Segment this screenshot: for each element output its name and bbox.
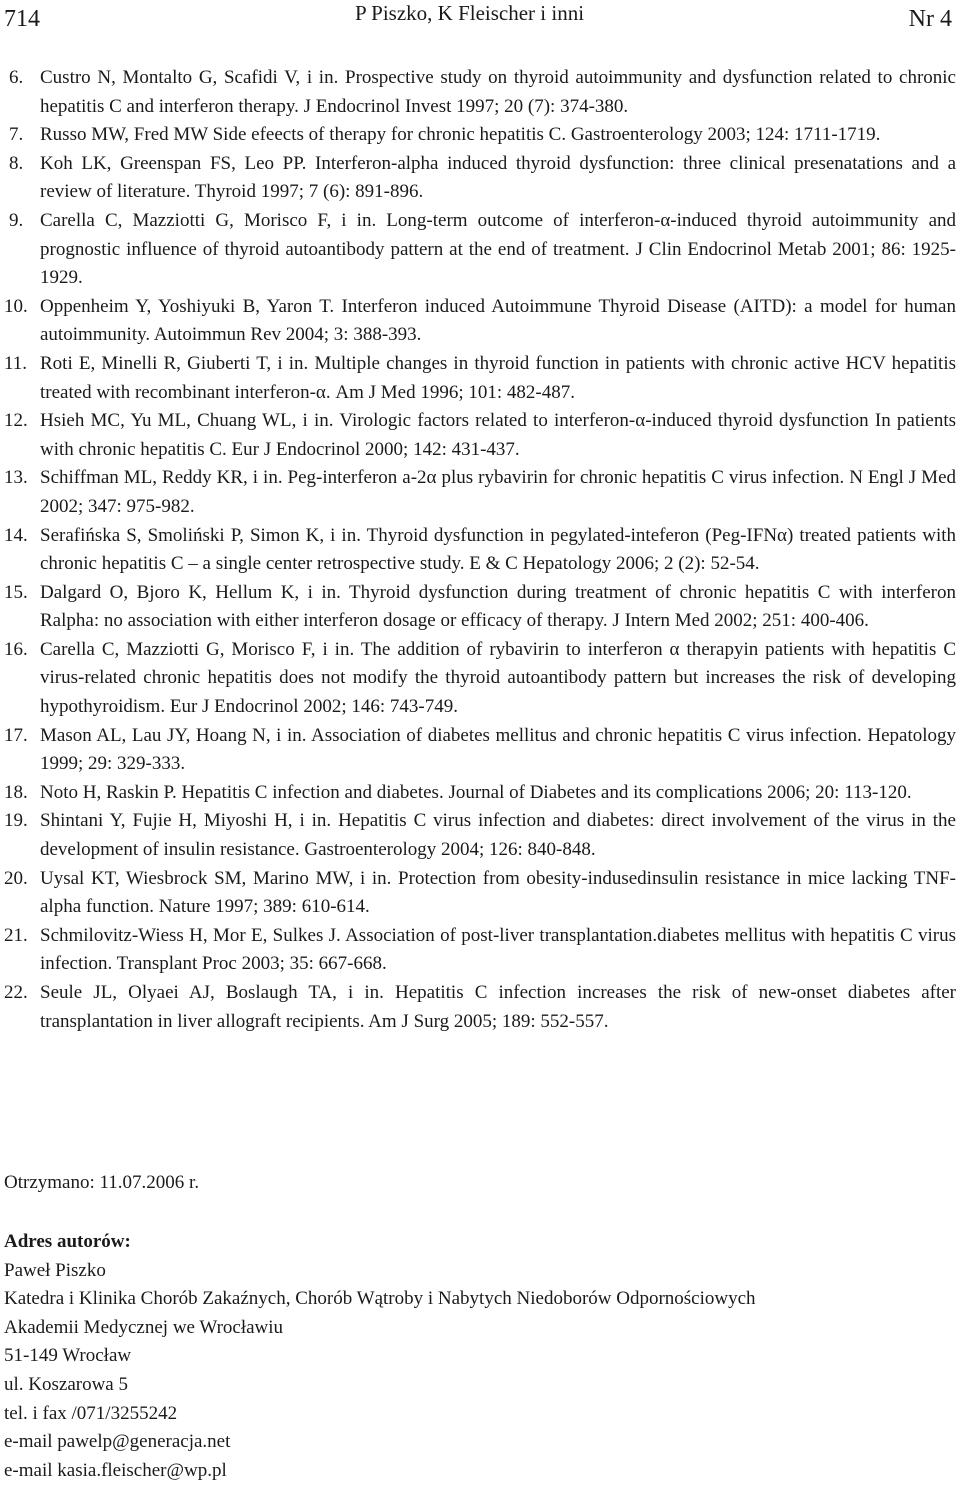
address-street: ul. Koszarowa 5 bbox=[4, 1373, 128, 1395]
reference-item bbox=[0, 979, 960, 1036]
reference-text: Seule JL, Olyaei AJ, Boslaugh TA, i in. Hepatitis C infection increases the risk of new-onset diabetes after transplantation in liver allograft recipients. Am J Surg 2005; 189: 552-557. bbox=[40, 982, 956, 1032]
reference-text: Dalgard O, Bjoro K, Hellum K, i in. Thyroid dysfunction during treatment of chronic hepatitis C with interferon Ralpha: no association with either interferon dosage or efficacy of therapy. J Intern Med 2002; 251: 400-406. bbox=[40, 581, 956, 632]
reference-text: Russo MW, Fred MW Side efeects of therapy for chronic hepatitis C. Gastroenterology 2003; 124: 1711-1719. bbox=[40, 124, 881, 146]
reference-text: Noto H, Raskin P. Hepatitis C infection and diabetes. Journal of Diabetes and its complications 2006; 20: 113-120. bbox=[40, 781, 912, 803]
reference-number: 10. bbox=[4, 295, 28, 317]
reference-text: Custro N, Montalto G, Scafidi V, i in. Prospective study on thyroid autoimmunity and dysfunction related to chronic hepatitis C and interferon therapy. J Endocrinol Invest 1997; 20 (7): 374-380. bbox=[40, 67, 956, 117]
reference-text: Mason AL, Lau JY, Hoang N, i in. Association of diabetes mellitus and chronic hepatitis C virus infection. Hepatology 1999; 29: 329-333. bbox=[40, 724, 956, 775]
reference-number: 9. bbox=[9, 209, 24, 231]
reference-number: 22. bbox=[4, 982, 28, 1003]
reference-text: Hsieh MC, Yu ML, Chuang WL, i in. Virologic factors related to interferon-α-induced thyroid dysfunction In patients with chronic hepatitis C. Eur J Endocrinol 2000; 142: 431-437. bbox=[40, 410, 956, 460]
address-postal: 51-149 Wrocław bbox=[4, 1345, 132, 1367]
reference-item bbox=[0, 922, 960, 979]
reference-text: Schiffman ML, Reddy KR, i in. Peg-interferon a-2α plus rybavirin for chronic hepatitis C virus infection. N Engl J Med 2002; 347: 975-982. bbox=[40, 467, 956, 517]
reference-item bbox=[0, 293, 960, 350]
reference-text: Oppenheim Y, Yoshiyuki B, Yaron T. Interferon induced Autoimmune Thyroid Disease (AITD): a model for human autoimmunity. Autoimmun Rev 2004; 3: 388-393. bbox=[40, 295, 956, 346]
reference-item bbox=[0, 779, 960, 808]
reference-item bbox=[0, 121, 960, 150]
address-heading: Adres autorów: bbox=[4, 1231, 131, 1252]
reference-number: 6. bbox=[9, 67, 24, 88]
reference-text: Shintani Y, Fujie H, Miyoshi H, i in. Hepatitis C virus infection and diabetes: direct involvement of the virus in the development of insulin resistance. Gastroenterology 2004; 126: 840-848. bbox=[40, 810, 956, 861]
email-link[interactable]: e-mail pawelp@generacja.net bbox=[4, 1431, 231, 1453]
reference-text: Schmilovitz-Wiess H, Mor E, Sulkes J. Association of post-liver transplantation.diabetes mellitus with hepatitis C virus infection. Transplant Proc 2003; 35: 667-668. bbox=[40, 924, 956, 975]
reference-item bbox=[0, 807, 960, 864]
reference-number: 12. bbox=[4, 410, 28, 432]
issue-number: Nr 4 bbox=[908, 6, 952, 32]
reference-item bbox=[0, 407, 960, 464]
reference-number: 21. bbox=[4, 924, 28, 946]
reference-text: Serafińska S, Smoliński P, Simon K, i in. Thyroid dysfunction in pegylated-inteferon (Peg-IFNα) treated patients with chronic hepatitis C – a single center retrospective study. E & C Hepatology 2006; 2 (2): 52-54. bbox=[40, 524, 956, 575]
reference-number: 18. bbox=[4, 781, 28, 803]
reference-number: 8. bbox=[9, 152, 24, 174]
reference-number: 19. bbox=[4, 810, 28, 832]
reference-text: Koh LK, Greenspan FS, Leo PP. Interferon-alpha induced thyroid dysfunction: three clinical presenatations and a review of literature. Thyroid 1997; 7 (6): 891-896. bbox=[40, 152, 956, 203]
running-title: P Piszko, K Fleischer i inni bbox=[355, 1, 585, 25]
reference-item bbox=[0, 522, 960, 579]
reference-number: 14. bbox=[4, 524, 28, 546]
reference-item bbox=[0, 579, 960, 636]
author-address bbox=[4, 1228, 956, 1485]
reference-item bbox=[0, 150, 960, 207]
received-date: Otrzymano: 11.07.2006 r. bbox=[4, 1172, 200, 1193]
reference-item bbox=[0, 207, 960, 293]
reference-list bbox=[0, 64, 960, 1036]
reference-number: 17. bbox=[4, 724, 28, 746]
reference-item bbox=[0, 64, 960, 121]
reference-text: Carella C, Mazziotti G, Morisco F, i in. Long-term outcome of interferon-α-induced thyroid autoimmunity and prognostic influence of thyroid autoantibody pattern at the end of treatment. J Clin Endocrinol Metab 2001; 86: 1925-1929. bbox=[40, 209, 956, 289]
reference-item bbox=[0, 464, 960, 521]
address-phone: tel. i fax /071/3255242 bbox=[4, 1402, 178, 1424]
reference-number: 20. bbox=[4, 867, 28, 889]
reference-text: Carella C, Mazziotti G, Morisco F, i in. The addition of rybavirin to interferon α therapyin patients with hepatitis C virus-related chronic hepatitis does not modify the thyroid autoantibody pattern but increases the risk of developing hypothyroidism. Eur J Endocrinol 2002; 146: 743-749. bbox=[40, 638, 956, 718]
reference-item bbox=[0, 865, 960, 922]
reference-item bbox=[0, 722, 960, 779]
reference-number: 7. bbox=[9, 124, 24, 146]
address-department: Katedra i Klinika Chorób Zakaźnych, Chorób Wątroby i Nabytych Niedoborów Odpornościowych bbox=[4, 1288, 756, 1310]
reference-number: 16. bbox=[4, 638, 28, 660]
reference-text: Uysal KT, Wiesbrock SM, Marino MW, i in. Protection from obesity-indusedinsulin resistance in mice lacking TNF-alpha function. Nature 1997; 389: 610-614. bbox=[40, 867, 956, 918]
page-header bbox=[0, 0, 960, 40]
author-name: Paweł Piszko bbox=[4, 1259, 106, 1281]
address-institution: Akademii Medycznej we Wrocławiu bbox=[4, 1316, 284, 1338]
reference-number: 11. bbox=[4, 352, 28, 374]
reference-number: 15. bbox=[4, 581, 28, 603]
email-link[interactable]: e-mail kasia.fleischer@wp.pl bbox=[4, 1459, 227, 1481]
reference-item bbox=[0, 350, 960, 407]
reference-item bbox=[0, 636, 960, 722]
page-number: 714 bbox=[4, 6, 40, 32]
reference-number: 13. bbox=[4, 467, 28, 489]
reference-text: Roti E, Minelli R, Giuberti T, i in. Multiple changes in thyroid function in patients with chronic active HCV hepatitis treated with recombinant interferon-α. Am J Med 1996; 101: 482-487. bbox=[40, 352, 956, 403]
